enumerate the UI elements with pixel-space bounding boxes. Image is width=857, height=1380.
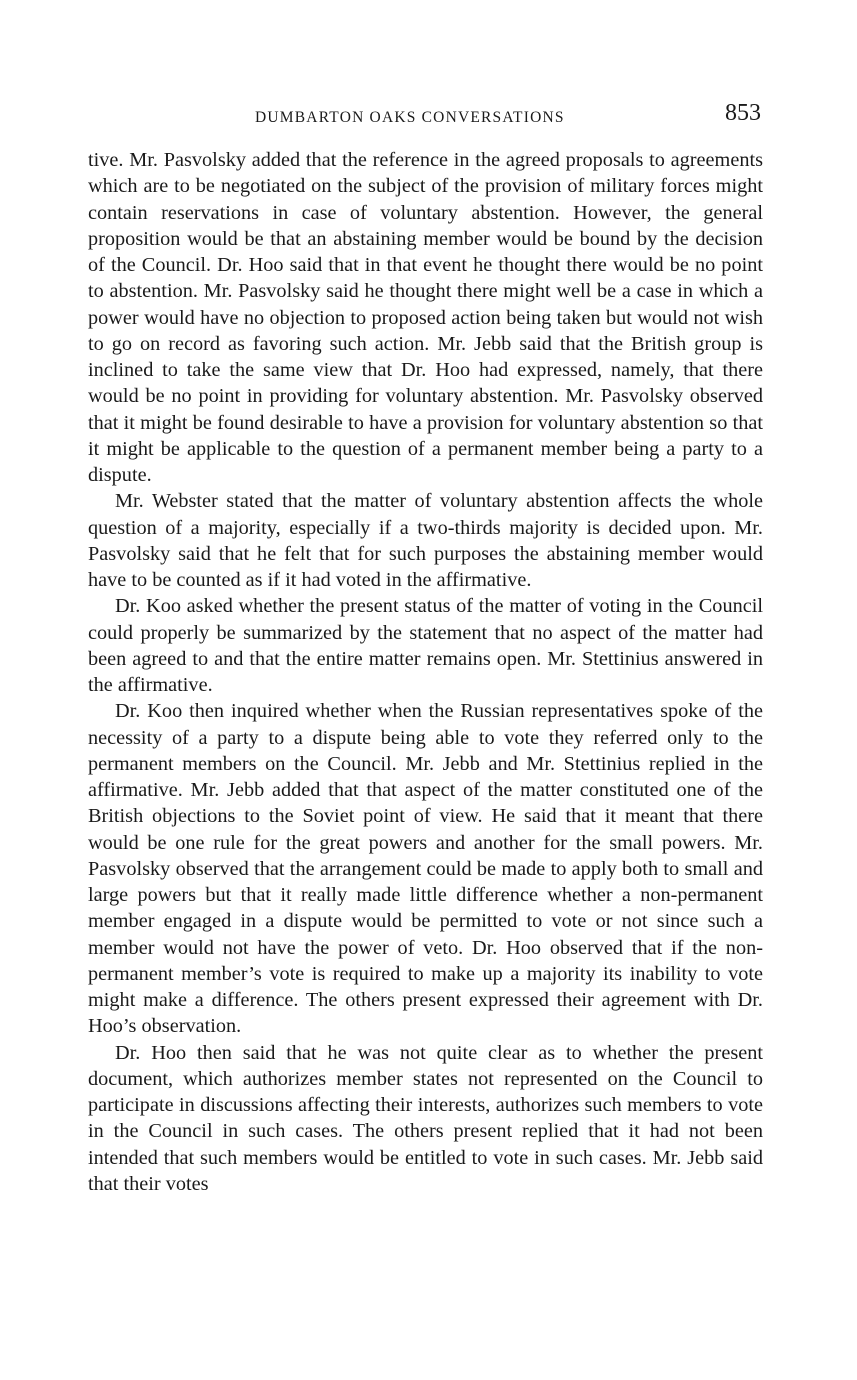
paragraph: Dr. Hoo then said that he was not quite clear as to whether the present document, which authorizes member states not represented on the Council to participate in discussions affecting their interests, authorizes such members to vote in the Council in such cases. The others present replied that it had not been intended that such members would be entitled to vote in such cases. Mr. Jebb said that their votes [88,1041,763,1195]
paragraph-continued: tive. Mr. Pasvolsky added that the reference in the agreed proposals to agreements which are to be negotiated on the subject of the provision of military forces might contain reservations in case of voluntary abstention. However, the general proposition would be that an abstaining member would be bound by the decision of the Council. Dr. Hoo said that in that event he thought there would be no point to abstention. Mr. Pasvolsky said he thought there might well be a case in which a power would have no objection to proposed action being taken but would not wish to go on record as favoring such action. Mr. Jebb said that the British group is inclined to take the same view that Dr. Hoo had expressed, namely, that there would be no point in providing for voluntary abstention. Mr. Pasvolsky observed that it might be found desirable to have a provision for voluntary abstention so that it might be applicable to the question of a permanent member being a party to a dispute. [88,149,763,486]
page-number: 853 [725,100,761,126]
running-title: DUMBARTON OAKS CONVERSATIONS [255,109,565,126]
running-head [88,100,763,134]
paragraph: Dr. Koo then inquired whether when the Russian representatives spoke of the necessity of a party to a dispute being able to vote they referred only to the permanent members on the Council. Mr. Jebb and Mr. Stettinius replied in the affirmative. Mr. Jebb added that that aspect of the matter constituted one of the British objections to the Soviet point of view. He said that it meant that there would be one rule for the great powers and another for the small powers. Mr. Pasvolsky observed that the arrangement could be made to apply both to small and large powers but that it really made little difference whether a non-permanent member engaged in a dispute would be permitted to vote or not since such a member would not have the power of veto. Dr. Hoo observed that if the non-permanent member’s vote is required to make up a majority its inability to vote might make a difference. The others present expressed their agreement with Dr. Hoo’s observation. [88,700,763,1038]
paragraph: Mr. Webster stated that the matter of voluntary abstention affects the whole question of a majority, especially if a two-thirds majority is decided upon. Mr. Pasvolsky said that he felt that for such purposes the abstaining member would have to be counted as if it had voted in the affirmative. [88,490,763,591]
paragraph: Dr. Koo asked whether the present status of the matter of voting in the Council could properly be summarized by the statement that no aspect of the matter had been agreed to and that the entire matter remains open. Mr. Stettinius answered in the affirmative. [88,595,763,696]
body-text [88,147,763,1197]
